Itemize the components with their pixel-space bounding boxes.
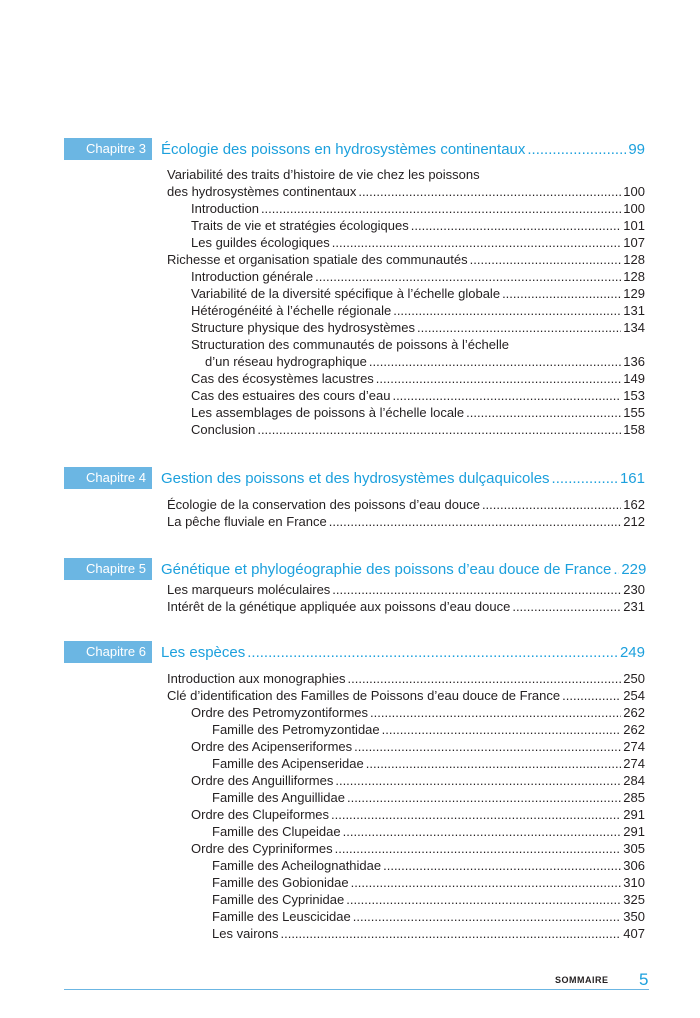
entry-text: Introduction	[191, 201, 259, 216]
toc-entry[interactable]	[191, 738, 645, 755]
leader-dots	[393, 302, 621, 319]
toc-entry[interactable]	[167, 687, 645, 704]
entry-text: Structuration des communautés de poissons à l’échelle	[191, 337, 509, 352]
toc-entry[interactable]	[212, 908, 645, 925]
leader-dots	[332, 234, 622, 251]
entry-text: Famille des Acipenseridae	[212, 756, 364, 771]
entry-page: 101	[623, 218, 645, 233]
entry-page: 100	[623, 184, 645, 199]
leader-dots	[562, 687, 621, 704]
toc-entry[interactable]	[191, 217, 645, 234]
entry-page: 162	[623, 497, 645, 512]
leader-dots	[257, 421, 621, 438]
entry-page: 153	[623, 388, 645, 403]
chapter-title-line[interactable]	[161, 467, 645, 489]
leader-dots	[370, 704, 621, 721]
entry-page: 231	[623, 599, 645, 614]
entry-page: 158	[623, 422, 645, 437]
entry-page: 254	[623, 688, 645, 703]
leader-dots	[470, 251, 622, 268]
toc-entry[interactable]	[167, 670, 645, 687]
entry-page: 407	[623, 926, 645, 941]
leader-dots	[315, 268, 621, 285]
entry-text: Famille des Leuscicidae	[212, 909, 351, 924]
chapter-heading[interactable]	[64, 467, 645, 489]
entry-text: Ordre des Acipenseriformes	[191, 739, 353, 754]
entry-text: Introduction aux monographies	[167, 671, 346, 686]
toc-entry[interactable]	[212, 925, 645, 942]
chapter-heading[interactable]	[64, 138, 645, 160]
entry-page: 129	[623, 286, 645, 301]
entry-page: 310	[623, 875, 645, 890]
chapter-badge: Chapitre 3	[64, 138, 152, 160]
chapter-4	[64, 467, 645, 530]
entry-page: 230	[623, 582, 645, 597]
leader-dots	[343, 823, 622, 840]
toc-entry[interactable]	[191, 336, 645, 353]
chapter-page: 249	[619, 644, 645, 661]
entry-text: Famille des Petromyzontidae	[212, 722, 380, 737]
chapter-page: 229	[621, 561, 647, 578]
entry-page: 136	[623, 354, 645, 369]
entry-text: La pêche fluviale en France	[167, 514, 327, 529]
leader-dots	[347, 789, 621, 806]
entry-page: 131	[623, 303, 645, 318]
entry-text: Structure physique des hydrosystèmes	[191, 320, 415, 335]
leader-dots	[417, 319, 621, 336]
entry-text: Écologie de la conservation des poissons d’eau douce	[167, 497, 480, 512]
chapter-heading[interactable]	[64, 558, 645, 580]
chapter-entries	[64, 496, 645, 530]
entry-page: 128	[623, 252, 645, 267]
leader-dots	[466, 404, 621, 421]
toc-entry[interactable]	[191, 704, 645, 721]
toc-entry[interactable]	[191, 772, 645, 789]
entry-page: 284	[623, 773, 645, 788]
toc-entry[interactable]	[191, 840, 645, 857]
toc-entry[interactable]	[167, 183, 645, 200]
leader-dots	[351, 874, 622, 891]
leader-dots	[527, 140, 626, 160]
entry-page: 107	[623, 235, 645, 250]
entry-page: 155	[623, 405, 645, 420]
entry-text: Les marqueurs moléculaires	[167, 582, 331, 597]
entry-page: 285	[623, 790, 645, 805]
entry-page: 306	[623, 858, 645, 873]
toc-entry[interactable]	[191, 234, 645, 251]
leader-dots	[382, 721, 622, 738]
entry-page: 291	[623, 824, 645, 839]
entry-page: 100	[623, 201, 645, 216]
leader-dots	[482, 496, 621, 513]
toc-entry[interactable]	[191, 200, 645, 217]
toc-entry[interactable]	[191, 806, 645, 823]
leader-dots	[552, 469, 618, 489]
leader-dots	[392, 387, 621, 404]
leader-dots	[383, 857, 621, 874]
entry-text: Famille des Acheilognathidae	[212, 858, 382, 873]
entry-page: 134	[623, 320, 645, 335]
entry-text: Variabilité des traits d’histoire de vie chez les poissons	[167, 167, 480, 182]
chapter-title: Génétique et phylogéographie des poissons d’eau douce de France	[161, 561, 612, 578]
leader-dots	[411, 217, 622, 234]
chapter-badge: Chapitre 5	[64, 558, 152, 580]
chapter-title: Les espèces	[161, 644, 246, 661]
leader-dots	[247, 643, 618, 663]
chapter-heading[interactable]	[64, 641, 645, 663]
entry-text: Variabilité de la diversité spécifique à l’échelle globale	[191, 286, 501, 301]
entry-text: Famille des Anguillidae	[212, 790, 345, 805]
entry-page: 350	[623, 909, 645, 924]
entry-page: 325	[623, 892, 645, 907]
toc-entry[interactable]	[191, 421, 645, 438]
entry-text: Clé d’identification des Familles de Poissons d’eau douce de France	[167, 688, 561, 703]
entry-text: Introduction générale	[191, 269, 314, 284]
toc-entry[interactable]	[191, 404, 645, 421]
toc-entry[interactable]	[191, 302, 645, 319]
entry-text: Cas des estuaires des cours d’eau	[191, 388, 391, 403]
entry-page: 274	[623, 739, 645, 754]
entry-text: Les guildes écologiques	[191, 235, 330, 250]
entry-text: des hydrosystèmes continentaux	[167, 184, 357, 199]
chapter-badge: Chapitre 6	[64, 641, 152, 663]
toc-entry[interactable]	[205, 353, 645, 370]
toc-entry[interactable]	[167, 496, 645, 513]
toc-entry[interactable]	[212, 857, 645, 874]
toc-entry[interactable]	[191, 268, 645, 285]
chapter-page: 161	[619, 470, 645, 487]
chapter-title-line[interactable]	[161, 558, 645, 580]
entry-text: Famille des Cyprinidae	[212, 892, 345, 907]
chapter-badge: Chapitre 4	[64, 467, 152, 489]
toc-entry[interactable]	[212, 721, 645, 738]
toc-entry[interactable]	[191, 319, 645, 336]
entry-text: Hétérogénéité à l’échelle régionale	[191, 303, 392, 318]
toc-entry[interactable]	[212, 891, 645, 908]
entry-page: 291	[623, 807, 645, 822]
entry-text: Famille des Gobionidae	[212, 875, 349, 890]
chapter-page: 99	[628, 141, 645, 158]
chapter-title-line[interactable]	[161, 138, 645, 160]
toc-entry[interactable]	[167, 251, 645, 268]
chapter-5	[64, 558, 645, 615]
leader-dots	[369, 353, 621, 370]
leader-dots	[354, 738, 621, 755]
chapter-title: Gestion des poissons et des hydrosystèmes dulçaquicoles	[161, 470, 550, 487]
toc-entry[interactable]	[167, 166, 645, 183]
entry-text: Les vairons	[212, 926, 279, 941]
entry-page: 262	[623, 722, 645, 737]
chapter-entries	[64, 166, 645, 438]
entry-text: Traits de vie et stratégies écologiques	[191, 218, 409, 233]
entry-text: Cas des écosystèmes lacustres	[191, 371, 374, 386]
footer-rule	[64, 989, 649, 990]
entry-text: Ordre des Petromyzontiformes	[191, 705, 369, 720]
leader-dots	[358, 183, 621, 200]
footer-label: SOMMAIRE	[555, 975, 609, 985]
entry-page: 212	[623, 514, 645, 529]
entry-text: Ordre des Cypriniformes	[191, 841, 333, 856]
leader-dots	[335, 840, 622, 857]
entry-page: 128	[623, 269, 645, 284]
entry-text: d’un réseau hydrographique	[205, 354, 367, 369]
entry-text: Richesse et organisation spatiale des communautés	[167, 252, 468, 267]
entry-page: 274	[623, 756, 645, 771]
entry-text: Ordre des Anguilliformes	[191, 773, 334, 788]
entry-text: Famille des Clupeidae	[212, 824, 341, 839]
toc-entry[interactable]	[191, 387, 645, 404]
entry-page: 149	[623, 371, 645, 386]
toc-entry[interactable]	[167, 581, 645, 598]
entry-text: Conclusion	[191, 422, 256, 437]
entry-text: Ordre des Clupeiformes	[191, 807, 329, 822]
chapter-6	[64, 641, 645, 942]
entry-text: Intérêt de la génétique appliquée aux poissons d’eau douce	[167, 599, 511, 614]
leader-dots	[280, 925, 621, 942]
leader-dots	[332, 581, 621, 598]
chapter-title: Écologie des poissons en hydrosystèmes continentaux	[161, 141, 526, 158]
entry-text: Les assemblages de poissons à l’échelle locale	[191, 405, 465, 420]
entry-page: 250	[623, 671, 645, 686]
leader-dots	[331, 806, 621, 823]
toc-entry[interactable]	[212, 789, 645, 806]
entry-page: 305	[623, 841, 645, 856]
leader-dots	[261, 200, 621, 217]
chapter-entries	[64, 581, 645, 615]
toc-entry[interactable]	[212, 755, 645, 772]
leader-dots	[366, 755, 622, 772]
chapter-3	[64, 138, 645, 438]
chapter-entries	[64, 670, 645, 942]
leader-dots	[346, 891, 621, 908]
entry-page: 262	[623, 705, 645, 720]
leader-dots	[335, 772, 621, 789]
leader-dots	[348, 670, 622, 687]
toc-entry[interactable]	[212, 874, 645, 891]
leader-dots	[502, 285, 621, 302]
footer-page-number: 5	[639, 970, 649, 989]
leader-dots	[329, 513, 622, 530]
toc-entry[interactable]	[167, 513, 645, 530]
leader-dots	[353, 908, 622, 925]
toc-entry[interactable]	[191, 370, 645, 387]
toc-entry[interactable]	[191, 285, 645, 302]
toc-entry[interactable]	[212, 823, 645, 840]
chapter-title-line[interactable]	[161, 641, 645, 663]
leader-dots	[613, 560, 619, 580]
leader-dots	[376, 370, 622, 387]
toc-entry[interactable]	[167, 598, 645, 615]
leader-dots	[512, 598, 621, 615]
